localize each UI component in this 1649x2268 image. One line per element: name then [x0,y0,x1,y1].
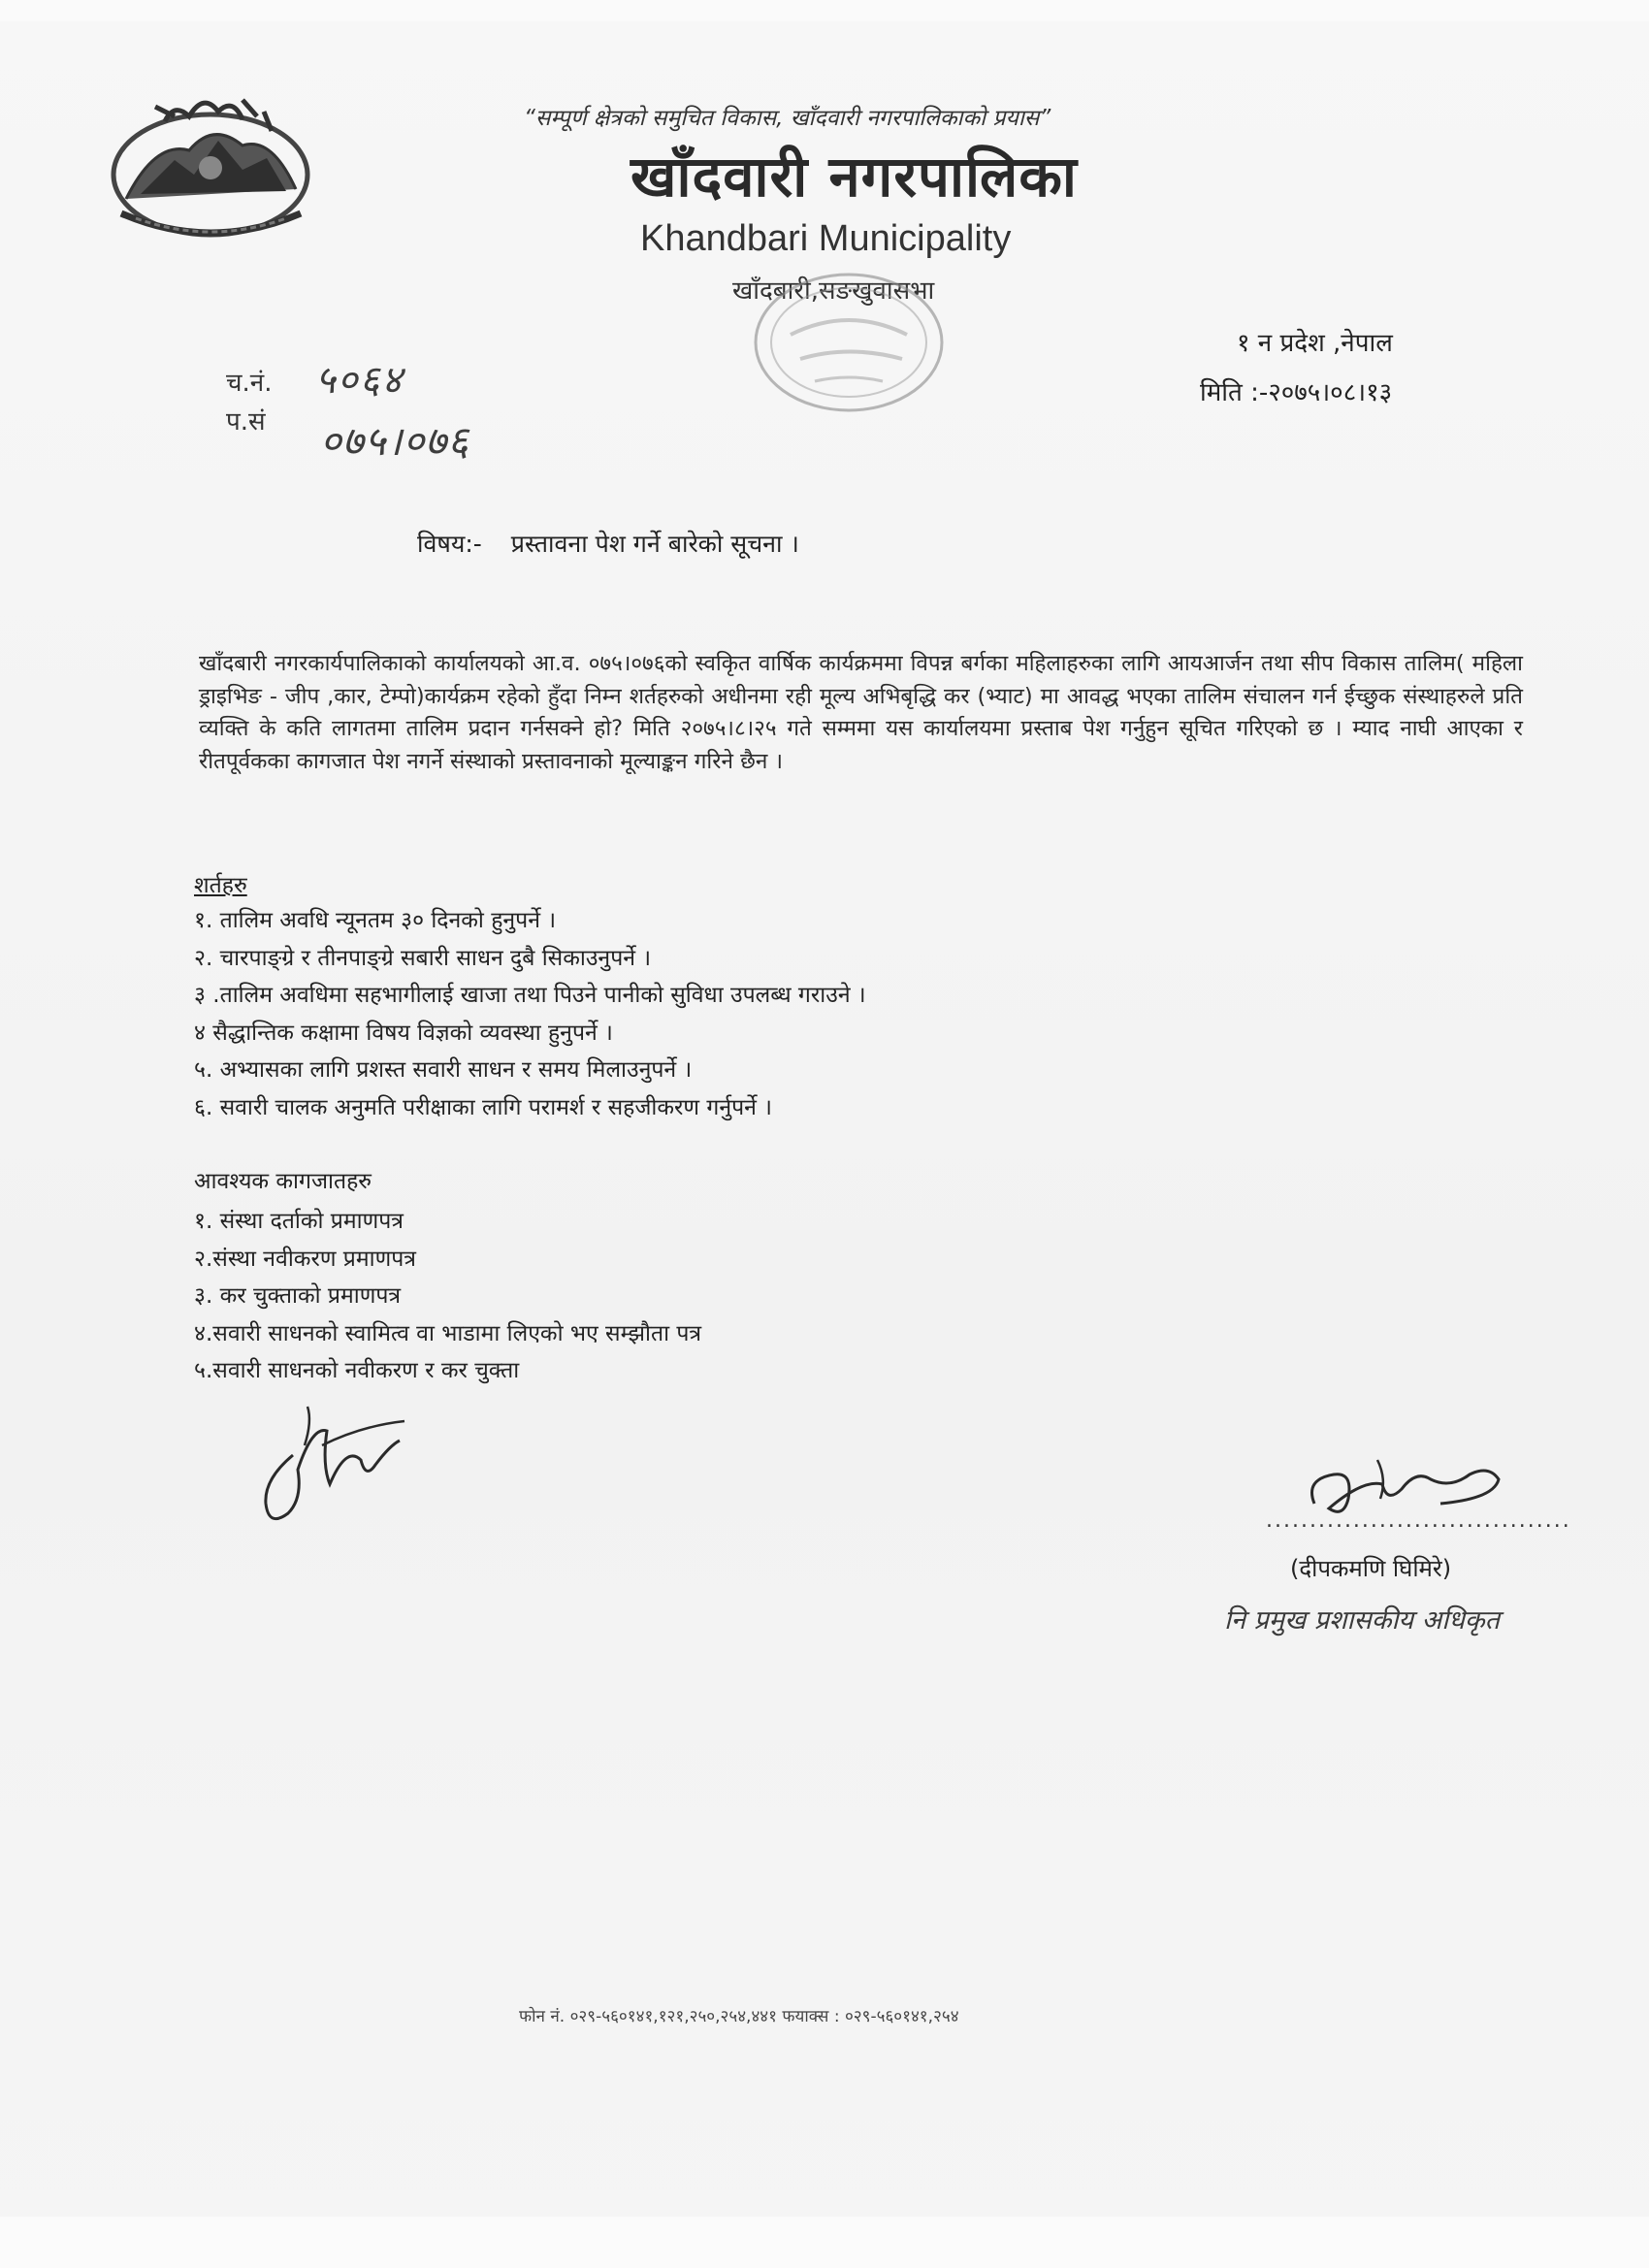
scan-edge-top [0,0,1649,21]
province-text: १ न प्रदेश ,नेपाल [1237,329,1393,358]
scan-edge-bottom [0,2217,1649,2268]
dispatch-number-value: ५०६४ [315,358,404,403]
documents-heading: आवश्यक कागजातहरु [194,1169,372,1194]
municipality-name-english: Khandbari Municipality [640,218,1012,259]
subject-text: प्रस्तावना पेश गर्ने बारेको सूचना । [510,530,799,558]
condition-item: ५. अभ्यासका लागि प्रशस्त सवारी साधन र समय मिलाउनुपर्ने । [194,1057,693,1083]
condition-item: २. चारपाङ्ग्रे र तीनपाङ्ग्रे सबारी साधन दुबै सिकाउनुपर्ने । [194,945,652,971]
document-item: ३. कर चुक्ताको प्रमाणपत्र [194,1283,402,1309]
conditions-list [194,902,1455,1126]
dispatch-number-label: च.नं. [226,369,273,398]
letter-date: मिति :-२०७५।०८।१३ [1200,378,1393,407]
signature-line: ................................... [1266,1508,1571,1533]
notice-body: खाँदबारी नगरकार्यपालिकाको कार्यालयको आ.व. ०७५।०७६को स्वकिृत वार्षिक कार्यक्रममा विपन्न बर्गका महिलाहरुका लागि आयआर्जन तथा सीप विकास तालिम( महिला ड्राइभिङ - जीप ,कार, टेम्पो)कार्यक्रम रहेको हुँदा निम्न शर्तहरुको अधीनमा रही मूल्य अभिबृद्धि कर (भ्याट) मा आवद्ध भएका तालिम संचालन गर्न ईच्छुक संस्थाहरुले प्रति व्यक्ति के कति लागतमा तालिम प्रदान गर्नसक्ने हो? मिति २०७५।८।२५ गते सम्ममा यस कार्यालयमा प्रस्ताब पेश गर्नुहुन सूचित गरिएको छ । म्याद नाघी आएका र रीतपूर्वकका कागजात पेश नगर्ने संस्थाको प्रस्तावनाको मूल्याङ्कन गरिने छैन । [199,651,1523,774]
conditions-heading: शर्तहरु [194,873,247,898]
condition-item: ६. सवारी चालक अनुमति परीक्षाका लागि परामर्श र सहजीकरण गर्नुपर्ने । [194,1094,772,1120]
condition-item: ४ सैद्धान्तिक कक्षामा विषय विज्ञको व्यवस्था हुनुपर्ने । [194,1020,613,1046]
document-item: ५.सवारी साधनको नवीकरण र कर चुक्ता [194,1358,520,1383]
documents-list [194,1203,1455,1390]
footer-contact: फोन नं. ०२९-५६०१४१,१२१,२५०,२५४,४४१ फयाक्स : ०२९-५६०१४१,२५४ [519,2007,959,2026]
municipality-name-nepali: खाँदवारी नगरपालिका [630,144,1078,210]
document-item: ४.सवारी साधनको स्वामित्व वा भाडामा लिएको भए सम्झौता पत्र [194,1320,702,1346]
condition-item: ३ .तालिम अवधिमा सहभागीलाई खाजा तथा पिउने पानीको सुविधा उपलब्ध गराउने । [194,983,866,1008]
letter-number-value: ०७५।०७६ [320,417,469,465]
initials-signature-icon [254,1387,419,1533]
condition-item: १. तालिम अवधि न्यूनतम ३० दिनको हुनुपर्ने । [194,908,557,933]
office-address: खाँदबारी,सङखुवासभा [732,276,935,306]
office-stamp-icon [747,267,951,427]
motto: “सम्पूर्ण क्षेत्रको समुचित विकास, खाँदवारी नगरपालिकाको प्रयास” [524,106,1051,131]
subject-label: विषय:- [417,530,482,558]
document-item: १. संस्था दर्ताको प्रमाणपत्र [194,1209,404,1234]
signatory-name: (दीपकमणि घिमिरे) [1290,1555,1452,1582]
signatory-designation: नि प्रमुख प्रशासकीय अधिकृत [1224,1605,1501,1636]
subject-line [417,527,799,560]
government-emblem-icon [97,82,325,252]
letter-number-label: प.सं [226,407,266,437]
document-item: २.संस्था नवीकरण प्रमाणपत्र [194,1246,416,1272]
